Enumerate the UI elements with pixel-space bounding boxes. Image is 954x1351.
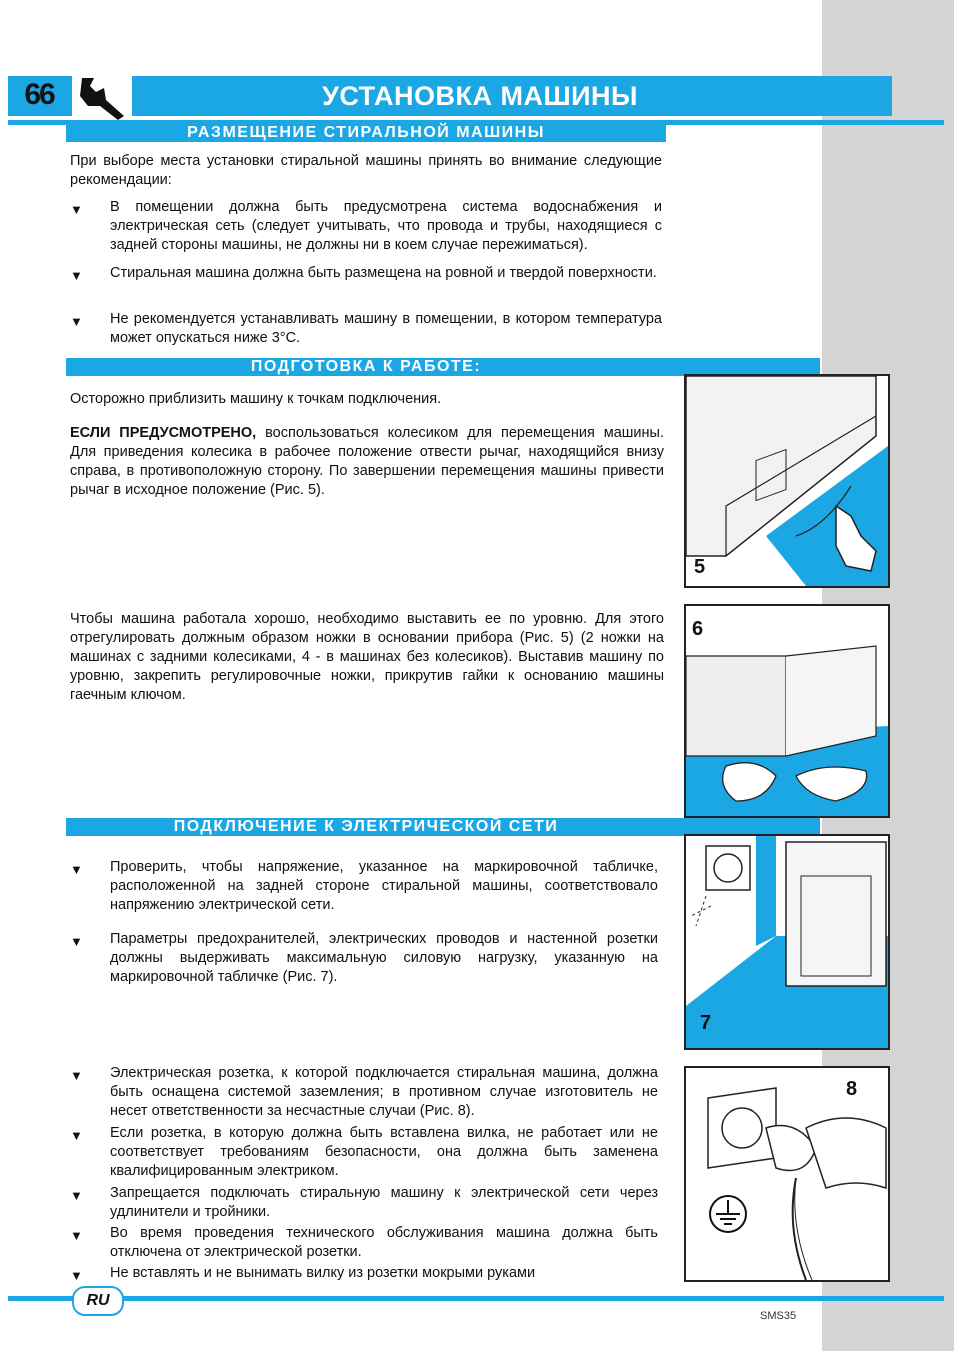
section-preparation-title: ПОДГОТОВКА К РАБОТЕ: — [250, 358, 482, 375]
figure-6-illustration — [686, 606, 888, 816]
bullet-icon: ▼ — [70, 1268, 83, 1283]
preparation-p2: ЕСЛИ ПРЕДУСМОТРЕНО, воспользоваться колесиком для перемещения машины. Для приведения колесика в рабочее положение отвести рычаг, находящийся внизу справа, в противоположную сторону. По завершении перемещения машины привести рычаг в исходное положение (Рис. 5). — [70, 425, 664, 498]
figure-8-number: 8 — [846, 1078, 858, 1100]
placement-intro: При выборе места установки стиральной машины принять во внимание следующие рекомендации: — [70, 153, 662, 188]
figure-7-illustration — [686, 836, 888, 1048]
ground-icon — [708, 1194, 748, 1234]
document-code: SMS35 — [760, 1310, 797, 1322]
section-placement-bar — [66, 124, 666, 142]
figure-5-number: 5 — [694, 556, 706, 578]
bullet-icon: ▼ — [70, 1188, 83, 1203]
footer-rule — [8, 1296, 944, 1301]
figure-6 — [684, 604, 890, 818]
language-badge: RU — [72, 1286, 124, 1316]
bullet-icon: ▼ — [70, 1228, 83, 1243]
figure-6-number: 6 — [692, 618, 704, 640]
bullet-icon: ▼ — [70, 934, 83, 949]
wrench-icon — [72, 70, 132, 122]
section-placement-title: РАЗМЕЩЕНИЕ СТИРАЛЬНОЙ МАШИНЫ — [187, 124, 545, 141]
figure-7-number: 7 — [700, 1012, 712, 1034]
page-title: УСТАНОВКА МАШИНЫ — [322, 81, 638, 111]
bullet-icon: ▼ — [70, 268, 83, 283]
page-number: 66 — [24, 78, 54, 111]
preparation-p3: Чтобы машина работала хорошо, необходимо выставить ее по уровню. Для этого отрегулировать должным образом ножки в основании прибора (Рис. 5) (2 ножки на машинах с задними колесиками, 4 - в машинах без колесиков). Выставив машину по уровню, закрепить регулировочные ножки, прикрутив гайки к основанию машины гаечным ключом. — [70, 611, 664, 703]
figure-5-illustration — [686, 376, 888, 586]
preparation-p1: Осторожно приблизить машину к точкам подключения. — [70, 391, 442, 407]
bullet-icon: ▼ — [70, 862, 83, 877]
figure-8-illustration — [686, 1068, 888, 1280]
figure-5 — [684, 374, 890, 588]
bullet-icon: ▼ — [70, 1068, 83, 1083]
bullet-icon: ▼ — [70, 202, 83, 217]
section-electric-title: ПОДКЛЮЧЕНИЕ К ЭЛЕКТРИЧЕСКОЙ СЕТИ — [173, 818, 559, 835]
figure-8 — [684, 1066, 890, 1282]
figure-7 — [684, 834, 890, 1050]
bullet-icon: ▼ — [70, 1128, 83, 1143]
bullet-icon: ▼ — [70, 314, 83, 329]
